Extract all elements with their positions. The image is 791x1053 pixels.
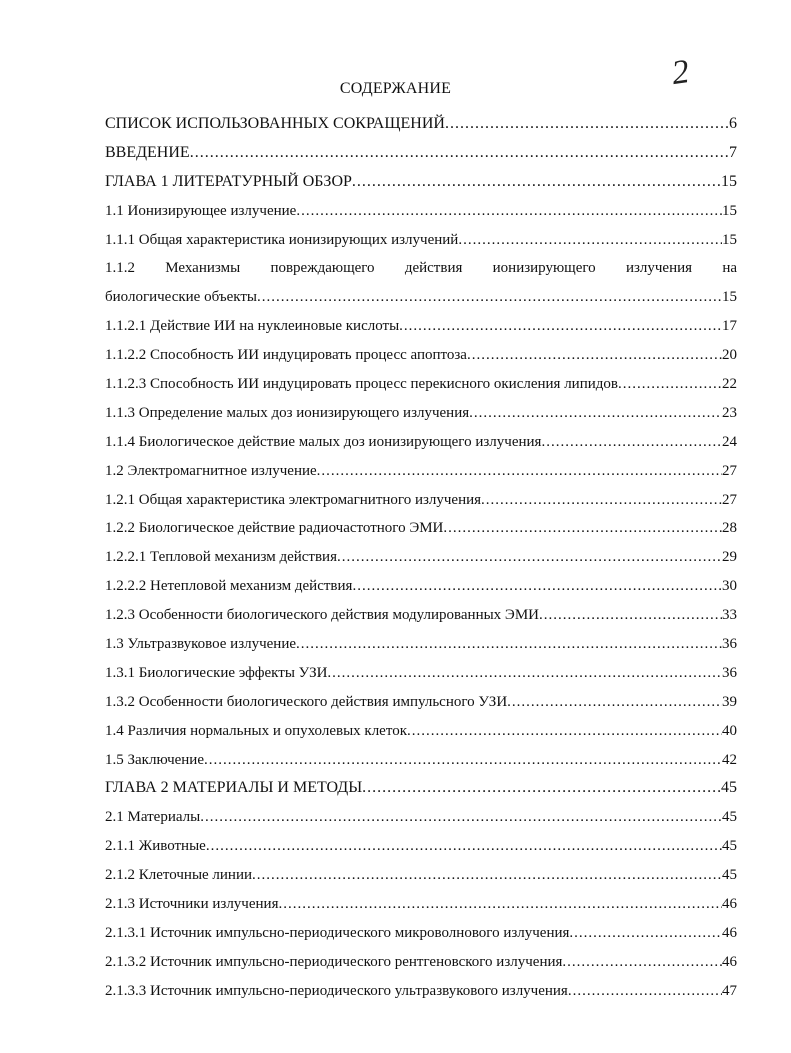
toc-entry [105, 197, 737, 226]
toc-entry-page: 6 [729, 115, 737, 132]
toc-leader [443, 514, 722, 543]
toc-entry [105, 110, 737, 139]
toc-entry-page: 46 [722, 953, 737, 970]
toc-entry-label: 2.1.3.2 Источник импульсно-периодического рентгеновского излучения [105, 953, 563, 970]
toc-entry-label: 1.1.4 Биологическое действие малых доз ионизирующего излучения [105, 433, 542, 450]
toc-entry-label: 2.1.3 Источники излучения [105, 896, 279, 913]
toc-leader [569, 919, 722, 948]
toc-entry-page: 39 [722, 693, 737, 710]
toc-entry-label: ГЛАВА 1 ЛИТЕРАТУРНЫЙ ОБЗОР [105, 172, 352, 190]
toc-leader [252, 861, 722, 890]
toc-entry [105, 977, 737, 1006]
toc-leader [257, 283, 722, 312]
toc-entry [105, 370, 737, 399]
toc-entry-page: 27 [722, 491, 737, 508]
toc-entry-label: 1.2.1 Общая характеристика электромагнитного излучения [105, 491, 482, 508]
toc-entry-page: 30 [722, 578, 737, 595]
toc-entry-label: 1.3 Ультразвуковое излучение [105, 636, 297, 653]
toc-entry-page: 46 [722, 924, 737, 941]
toc-entry [105, 659, 737, 688]
toc-entry [105, 341, 737, 370]
toc-leader [278, 890, 722, 919]
toc-leader [327, 659, 722, 688]
toc-entry-label: 1.1.2 Механизмы повреждающего действия ионизирующего излучения на [105, 260, 737, 277]
toc-entry-label: 1.1 Ионизирующее излучение [105, 202, 297, 219]
toc-entry [105, 226, 737, 255]
toc-entry [105, 746, 737, 775]
toc-entry [105, 543, 737, 572]
toc-entry-label: 1.2.3 Особенности биологического действия модулированных ЭМИ [105, 607, 539, 624]
toc-leader [481, 486, 722, 515]
toc-entry-label: 2.1.3.3 Источник импульсно-периодического ультразвукового излучения [105, 982, 568, 999]
toc-entry-label: 1.2.2.2 Нетепловой механизм действия [105, 578, 353, 595]
toc-entry-label: 1.2.2 Биологическое действие радиочастотного ЭМИ [105, 520, 444, 537]
toc-entry-page: 46 [722, 896, 737, 913]
toc-entry-page: 15 [721, 172, 737, 190]
toc-entry-page: 29 [722, 549, 737, 566]
toc-entry-page: 7 [729, 143, 737, 161]
toc-entry [105, 774, 737, 803]
toc-entry [105, 457, 737, 486]
toc-entry [105, 803, 737, 832]
toc-leader [469, 399, 722, 428]
toc-entry-label: 1.2 Электромагнитное излучение [105, 462, 317, 479]
toc-entry [105, 168, 737, 197]
toc-entry-page: 22 [722, 376, 737, 393]
toc-entry-label: 1.2.2.1 Тепловой механизм действия [105, 549, 337, 566]
toc-leader [362, 774, 721, 803]
toc-entry-page: 28 [722, 520, 737, 537]
toc-entry [105, 948, 737, 977]
toc-leader [458, 226, 722, 255]
toc-entry-label: ГЛАВА 2 МАТЕРИАЛЫ И МЕТОДЫ [105, 779, 363, 797]
toc-leader [296, 197, 722, 226]
toc-entry-page: 15 [722, 202, 737, 219]
toc-entry [105, 486, 737, 515]
toc-entry-label: СПИСОК ИСПОЛЬЗОВАННЫХ СОКРАЩЕНИЙ [105, 115, 445, 132]
toc-entry [105, 861, 737, 890]
toc-entry [105, 428, 737, 457]
toc-entry-label: 1.3.2 Особенности биологического действия импульсного УЗИ [105, 693, 508, 710]
toc-entry-label: 2.1.2 Клеточные линии [105, 867, 253, 884]
toc-entry [105, 630, 737, 659]
toc-entry-label: 1.1.2.1 Действие ИИ на нуклеиновые кислоты [105, 318, 400, 335]
toc-entry [105, 572, 737, 601]
toc-entry-page: 33 [722, 607, 737, 624]
toc-entry [105, 399, 737, 428]
toc-leader [337, 543, 722, 572]
toc-entry-page: 36 [722, 636, 737, 653]
toc-entry-label: 1.1.2.2 Способность ИИ индуцировать процесс апоптоза [105, 347, 467, 364]
toc-entry [105, 139, 737, 168]
toc-leader [562, 948, 722, 977]
table-of-contents [105, 110, 737, 1006]
toc-entry-page: 15 [722, 289, 737, 306]
toc-entry-label: 2.1.3.1 Источник импульсно-периодического микроволнового излучения [105, 924, 570, 941]
toc-entry-label: 1.3.1 Биологические эффекты УЗИ [105, 664, 328, 681]
toc-leader [507, 688, 722, 717]
toc-entry-label: биологические объекты [105, 289, 257, 306]
toc-entry [105, 688, 737, 717]
toc-entry-page: 27 [722, 462, 737, 479]
toc-leader [541, 428, 722, 457]
toc-entry-continued [105, 254, 737, 283]
toc-leader [467, 341, 722, 370]
toc-entry-label: 1.1.2.3 Способность ИИ индуцировать процесс перекисного окисления липидов [105, 376, 618, 393]
toc-entry-page: 40 [722, 722, 737, 739]
toc-entry-label: ВВЕДЕНИЕ [105, 143, 190, 161]
toc-leader [296, 630, 722, 659]
toc-leader [206, 832, 722, 861]
toc-leader [190, 139, 729, 168]
toc-entry-page: 45 [721, 779, 737, 797]
toc-entry-page: 45 [722, 809, 737, 826]
handwritten-page-number: 2 [669, 53, 692, 93]
toc-leader [352, 572, 722, 601]
toc-entry [105, 890, 737, 919]
toc-entry-page: 24 [722, 433, 737, 450]
toc-entry-label: 1.1.1 Общая характеристика ионизирующих излучений [105, 231, 459, 248]
page-title: СОДЕРЖАНИЕ [339, 80, 452, 97]
toc-entry [105, 919, 737, 948]
toc-entry [105, 832, 737, 861]
toc-entry-page: 23 [722, 404, 737, 421]
toc-entry [105, 601, 737, 630]
toc-leader [317, 457, 722, 486]
toc-leader [204, 746, 722, 775]
toc-entry-label: 2.1 Материалы [105, 809, 201, 826]
toc-entry-label: 1.1.3 Определение малых доз ионизирующего излучения [105, 404, 470, 421]
toc-entry-page: 45 [722, 838, 737, 855]
toc-leader [618, 370, 722, 399]
toc-entry-page: 42 [722, 751, 737, 768]
toc-entry-label: 2.1.1 Животные [105, 838, 206, 855]
toc-leader [200, 803, 722, 832]
toc-entry-page: 45 [722, 867, 737, 884]
toc-leader [539, 601, 722, 630]
toc-entry-label: 1.4 Различия нормальных и опухолевых клеток [105, 722, 407, 739]
toc-leader [407, 717, 722, 746]
toc-entry-page: 36 [722, 664, 737, 681]
toc-entry-label: 1.5 Заключение [105, 751, 204, 768]
toc-leader [352, 168, 721, 197]
toc-leader [399, 312, 722, 341]
toc-entry-page: 17 [722, 318, 737, 335]
toc-entry [105, 514, 737, 543]
toc-entry-page: 15 [722, 231, 737, 248]
toc-entry [105, 283, 737, 312]
toc-leader [445, 110, 729, 139]
toc-leader [568, 977, 722, 1006]
toc-entry [105, 312, 737, 341]
toc-entry [105, 717, 737, 746]
toc-entry-page: 20 [722, 347, 737, 364]
toc-entry-page: 47 [722, 982, 737, 999]
